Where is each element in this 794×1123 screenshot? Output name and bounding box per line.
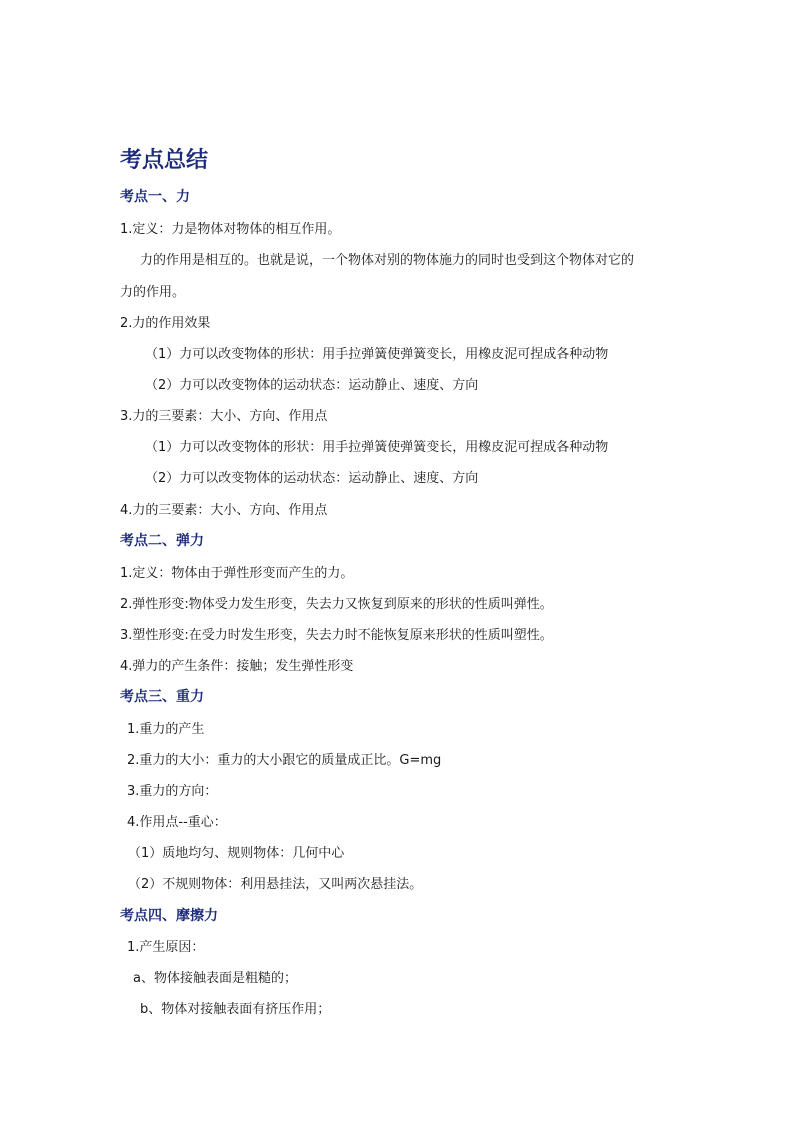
paragraph-line: 1.重力的产生 <box>127 722 205 737</box>
paragraph-line: 4.力的三要素：大小、方向、作用点 <box>120 503 328 518</box>
paragraph-line: （2）不规则物体：利用悬挂法，又叫两次悬挂法。 <box>128 877 423 892</box>
paragraph-line: 1.产生原因： <box>127 940 205 955</box>
section-heading-gravity: 考点三、重力 <box>120 689 204 705</box>
paragraph-line: （2）力可以改变物体的运动状态：运动静止、速度、方向 <box>145 471 479 486</box>
paragraph-line: 1.定义：力是物体对物体的相互作用。 <box>120 222 341 237</box>
paragraph-line: 2.力的作用效果 <box>120 316 211 331</box>
paragraph-line: 力的作用是相互的。也就是说，一个物体对别的物体施力的同时也受到这个物体对它的 <box>140 253 635 268</box>
paragraph-line: 2.重力的大小：重力的大小跟它的质量成正比。G=mg <box>127 753 442 768</box>
paragraph-line: 1.定义：物体由于弹性形变而产生的力。 <box>120 566 354 581</box>
paragraph-line: （1）力可以改变物体的形状：用手拉弹簧使弹簧变长，用橡皮泥可捏成各种动物 <box>145 347 609 362</box>
section-heading-force: 考点一、力 <box>120 189 190 205</box>
paragraph-line: 4.作用点--重心： <box>127 815 227 830</box>
paragraph-line: 力的作用。 <box>120 285 186 300</box>
page-title: 考点总结 <box>120 148 209 173</box>
paragraph-line: （2）力可以改变物体的运动状态：运动静止、速度、方向 <box>145 378 479 393</box>
paragraph-line: 2.弹性形变:物体受力发生形变，失去力又恢复到原来的形状的性质叫弹性。 <box>120 597 553 612</box>
section-heading-friction: 考点四、摩擦力 <box>120 908 218 924</box>
paragraph-line: （1）力可以改变物体的形状：用手拉弹簧使弹簧变长，用橡皮泥可捏成各种动物 <box>145 440 609 455</box>
paragraph-line: 3.重力的方向： <box>127 784 218 799</box>
paragraph-line: a、物体接触表面是粗糙的； <box>133 971 297 986</box>
section-heading-elastic-force: 考点二、弹力 <box>120 533 204 549</box>
paragraph-line: 3.塑性形变:在受力时发生形变，失去力时不能恢复原来形状的性质叫塑性。 <box>120 628 553 643</box>
paragraph-line: 4.弹力的产生条件：接触；发生弹性形变 <box>120 659 354 674</box>
paragraph-line: （1）质地均匀、规则物体：几何中心 <box>128 846 345 861</box>
paragraph-line: 3.力的三要素：大小、方向、作用点 <box>120 409 328 424</box>
paragraph-line: b、物体对接触表面有挤压作用； <box>140 1002 331 1017</box>
